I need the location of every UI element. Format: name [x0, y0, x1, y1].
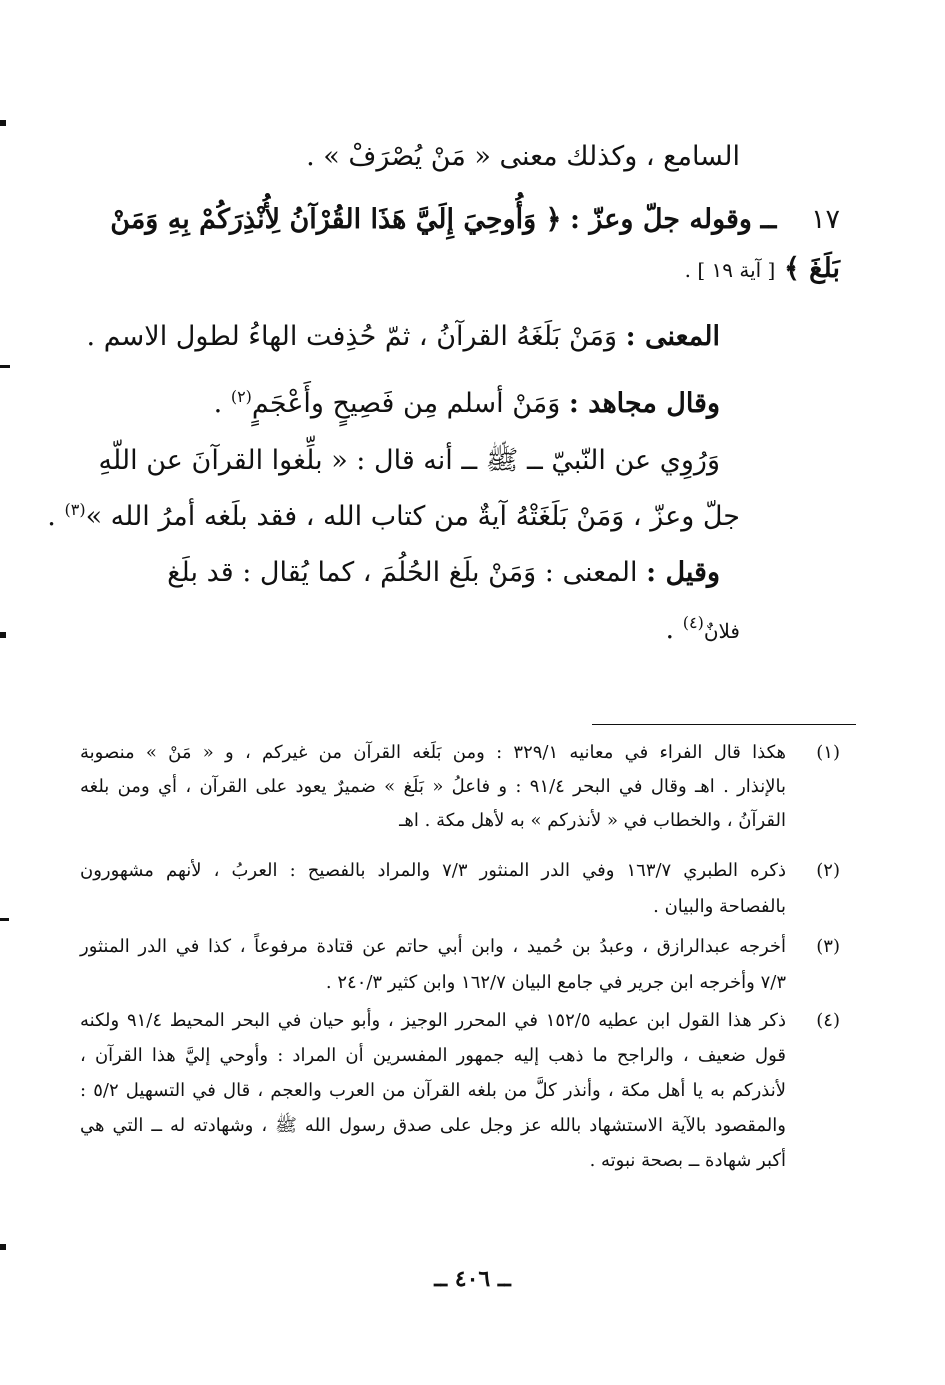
hadith-line: [80, 441, 720, 481]
hadith-text: جلّ وعزّ ، وَمَنْ بَلَغَتْهُ آيةٌ من كتاب الله ، فقد بلَغه أمرُ الله »: [85, 501, 740, 532]
item-lead: وقوله جلّ وعزّ :: [570, 204, 752, 235]
main-text: [47, 0, 840, 660]
mujahid-text: وَمَنْ أسلم مِن فَصِيحٍ وأَعْجَمٍ: [251, 388, 561, 419]
period: .: [213, 388, 231, 419]
footnote-text: أخرجه عبدالرازق ، وعبدُ بن حُميد ، وابن أبي حاتم عن قتادة مرفوعاً ، كذا في الدر المنثور: [80, 936, 786, 957]
footnote-number: (٤): [816, 1010, 840, 1031]
qila-line: [80, 603, 740, 651]
footnotes: [80, 738, 840, 1198]
footnote-text: ٧/٣ وأخرجه ابن جرير في جامع البيان ١٦٢/٧ وابن كثير ٢٤٠/٣ .: [325, 972, 786, 993]
margin-mark: [0, 918, 9, 921]
footnote-text: أكبر شهادة ــ بصحة نبوته .: [589, 1150, 786, 1171]
footnote-ref: (٢): [230, 387, 252, 406]
continuation-text: السامع ، وكذلك معنى « مَنْ يُصْرَفْ » .: [306, 141, 740, 172]
footnote-text: هكذا قال الفراء في معانيه ٣٢٩/١ : ومن بَلَغه القرآن من غيركم ، و « مَنْ » منصوبة: [80, 742, 786, 763]
footnote-text: قول ضعيف ، والراجح ما ذهب إليه جمهور المفسرين أن المراد : وأوحي إليَّ هذا القرآن ،: [80, 1045, 786, 1066]
footnote-text: لأنذركم به يا أهل مكة ، وأنذر كلَّ من بلغه القرآن من العرب والعجم ، قال في التسهيل ٥/٢ :: [80, 1080, 786, 1101]
page-number: ــ ٤٠٦ ــ: [434, 1266, 511, 1292]
period: .: [47, 501, 65, 532]
footnote-text: ذكره الطبري ١٦٣/٧ وفي الدر المنثور ٧/٣ والمراد بالفصيح : العربُ ، لأنهم مشهورون: [80, 860, 787, 881]
footnote-ref: (٤): [682, 613, 704, 632]
qila-text: المعنى : وَمَنْ بلَغ الحُلُمَ ، كما يُقال : قد بلَغ: [167, 557, 638, 588]
margin-mark: [0, 632, 6, 638]
mujahid-label: وقال مجاهد :: [568, 388, 720, 419]
meaning-text: وَمَنْ بَلَغَهُ القرآنُ ، ثمّ حُذِفت الهاءُ لطول الاسم .: [86, 321, 618, 352]
footnote-number: (٢): [816, 860, 840, 881]
footnote-number: (١): [816, 742, 840, 763]
mujahid-line: [80, 377, 720, 424]
footnote-separator: [592, 724, 856, 725]
qila-line: [80, 553, 720, 593]
meaning-label: المعنى :: [625, 321, 720, 352]
meaning-line: [80, 317, 720, 357]
quran-verse-end: بَلَغَ ﴾: [783, 253, 840, 284]
margin-mark: [0, 120, 6, 126]
item-number: ١٧: [810, 204, 840, 235]
footnote-ref: (٣): [64, 500, 86, 519]
item-dash: ــ: [760, 204, 777, 235]
item-17-line: [80, 200, 840, 240]
qila-label: وقيل :: [646, 557, 720, 588]
footnote-text: بالإنذار . اهـ وقال في البحر ٩١/٤ : و فاعلُ « بَلَغ » ضميرٌ يعود على القرآن ، أي ومن بلغه: [80, 776, 787, 797]
hadith-text: وَرُوِي عن النّبيّ ــ ﷺ ــ أنه قال : « بلِّغوا القرآنَ عن اللّهِ: [98, 445, 720, 476]
footnote-text: والمقصود بالآية الاستشهاد بالله عز وجل على صدق رسول الله ﷺ ، وشهادته له ــ التي هي: [80, 1115, 786, 1136]
qila-text: فلانٌ: [703, 619, 740, 643]
footnote-number: (٣): [816, 936, 840, 957]
footnote-text: القرآنُ ، والخطاب في « لأنذركم » به لأهل مكة . اهـ: [399, 810, 786, 831]
verse-reference: [ آية ١٩ ] .: [684, 258, 776, 282]
hadith-line: [47, 490, 740, 537]
footnote-text: ذكر هذا القول ابن عطيه ١٥٢/٥ في المحرر الوجيز ، وأبو حيان في البحر المحيط ٩١/٤ ولكنه: [80, 1010, 786, 1031]
quran-verse: ﴿ وَأُوحِيَ إِلَيَّ هَذَا القُرْآنُ لِأُنْذِرَكُمْ بِهِ وَمَنْ: [110, 204, 562, 235]
text-line: [80, 137, 740, 177]
footnote-text: بالفصاحة والبيان .: [653, 896, 786, 917]
text-line: [80, 249, 840, 290]
margin-mark: [0, 365, 10, 368]
margin-mark: [0, 1244, 6, 1250]
period: .: [665, 614, 683, 645]
